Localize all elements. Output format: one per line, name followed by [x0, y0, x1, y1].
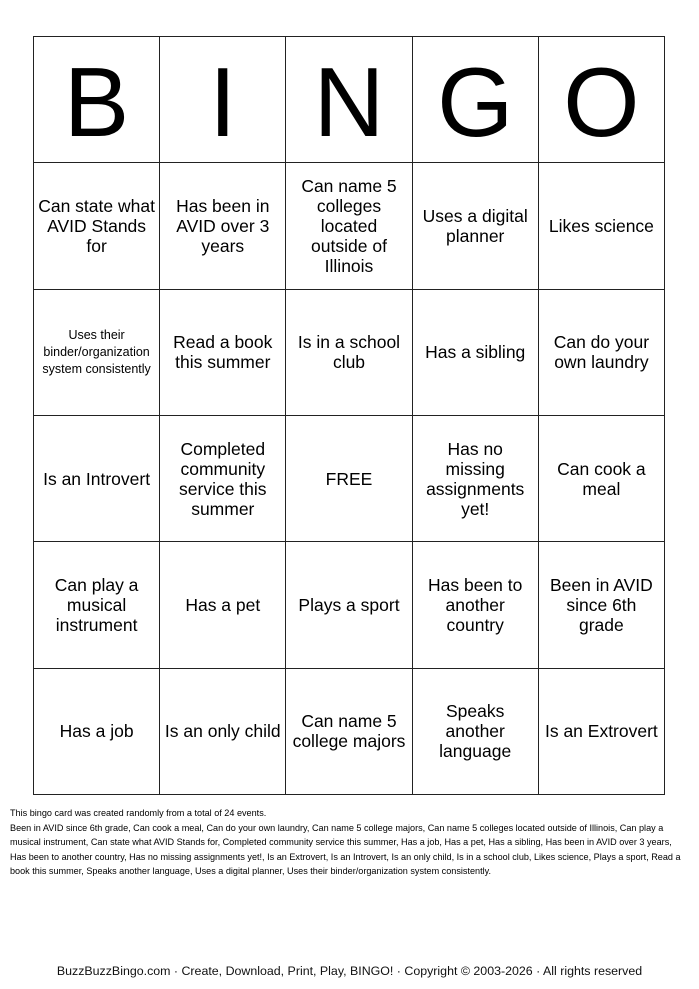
header-letter: N [313, 46, 385, 157]
bingo-square [34, 290, 160, 416]
square-text: Been in AVID since 6th grade [549, 574, 653, 635]
bingo-square [539, 290, 665, 416]
footnote-event-list: Been in AVID since 6th grade, Can cook a meal, Can do your own laundry, Can name 5 college majors, Can name 5 colleges located outside of Illinois, Can play a musical instrument, Can state what AVID Stands for, Completed community service this summer, Has a job, Has a pet, Has a sibling, Has been in AVID over 3 years, Has been to another country, Has no missing assignments yet!, Is an Extrovert, Is an Introvert, Is an only child, Is in a school club, Likes science, Plays a sport, Read a book this summer, Speaks another language, Uses a digital planner, Uses their binder/organization system consistently. [10, 822, 681, 876]
card-footnote [10, 806, 690, 879]
bingo-square [413, 542, 539, 668]
bingo-square [286, 163, 412, 289]
bingo-square [160, 290, 286, 416]
bingo-square [34, 669, 160, 795]
square-text: Can state what AVID Stands for [38, 195, 155, 256]
bingo-square [413, 416, 539, 542]
square-text: FREE [325, 468, 373, 489]
bingo-square [286, 290, 412, 416]
square-text: Has been in AVID over 3 years [176, 195, 270, 256]
square-text: Has a pet [185, 594, 261, 615]
bingo-square [160, 163, 286, 289]
bingo-square [413, 669, 539, 795]
square-text: Can play a musical instrument [54, 574, 139, 635]
header-letter: I [209, 46, 237, 157]
bingo-square [160, 669, 286, 795]
square-text: Read a book this summer [173, 332, 273, 373]
square-text: Has been to another country [428, 574, 523, 635]
square-text: Has no missing assignments yet! [426, 438, 525, 519]
bingo-square [34, 163, 160, 289]
square-text: Speaks another language [439, 701, 512, 762]
header-cell-b [34, 37, 160, 163]
header-cell-g [413, 37, 539, 163]
header-letter: O [563, 46, 640, 157]
square-text: Uses a digital planner [422, 205, 528, 246]
footnote-intro: This bingo card was created randomly from a total of 24 events. [10, 808, 267, 818]
bingo-square [539, 542, 665, 668]
square-text: Is an Extrovert [544, 721, 658, 742]
bingo-square [539, 669, 665, 795]
header-cell-n [286, 37, 412, 163]
bingo-square [160, 542, 286, 668]
square-text: Likes science [548, 215, 654, 236]
bingo-square [413, 163, 539, 289]
header-letter: G [437, 46, 514, 157]
header-cell-i [160, 37, 286, 163]
square-text: Can name 5 college majors [292, 711, 406, 752]
free-square [286, 416, 412, 542]
bingo-square [34, 542, 160, 668]
square-text: Uses their binder/organization system consistently [42, 327, 151, 376]
bingo-square [539, 416, 665, 542]
bingo-square [286, 542, 412, 668]
square-text: Is an only child [164, 721, 281, 742]
bingo-card [33, 36, 665, 795]
square-text: Can name 5 colleges located outside of Illinois [301, 175, 397, 276]
square-text: Is an Introvert [43, 468, 151, 489]
bingo-square [34, 416, 160, 542]
square-text: Has a job [59, 721, 134, 742]
header-cell-o [539, 37, 665, 163]
site-footer: BuzzBuzzBingo.com · Create, Download, Print, Play, BINGO! · Copyright © 2003-2026 · All rights reserved [56, 964, 643, 978]
bingo-square [539, 163, 665, 289]
square-text: Can do your own laundry [553, 332, 650, 373]
square-text: Plays a sport [298, 594, 400, 615]
bingo-square [286, 669, 412, 795]
square-text: Is in a school club [297, 332, 401, 373]
bingo-square [160, 416, 286, 542]
bingo-square [413, 290, 539, 416]
square-text: Has a sibling [425, 342, 526, 363]
square-text: Can cook a meal [557, 458, 646, 499]
header-letter: B [63, 46, 130, 157]
square-text: Completed community service this summer [179, 438, 267, 519]
